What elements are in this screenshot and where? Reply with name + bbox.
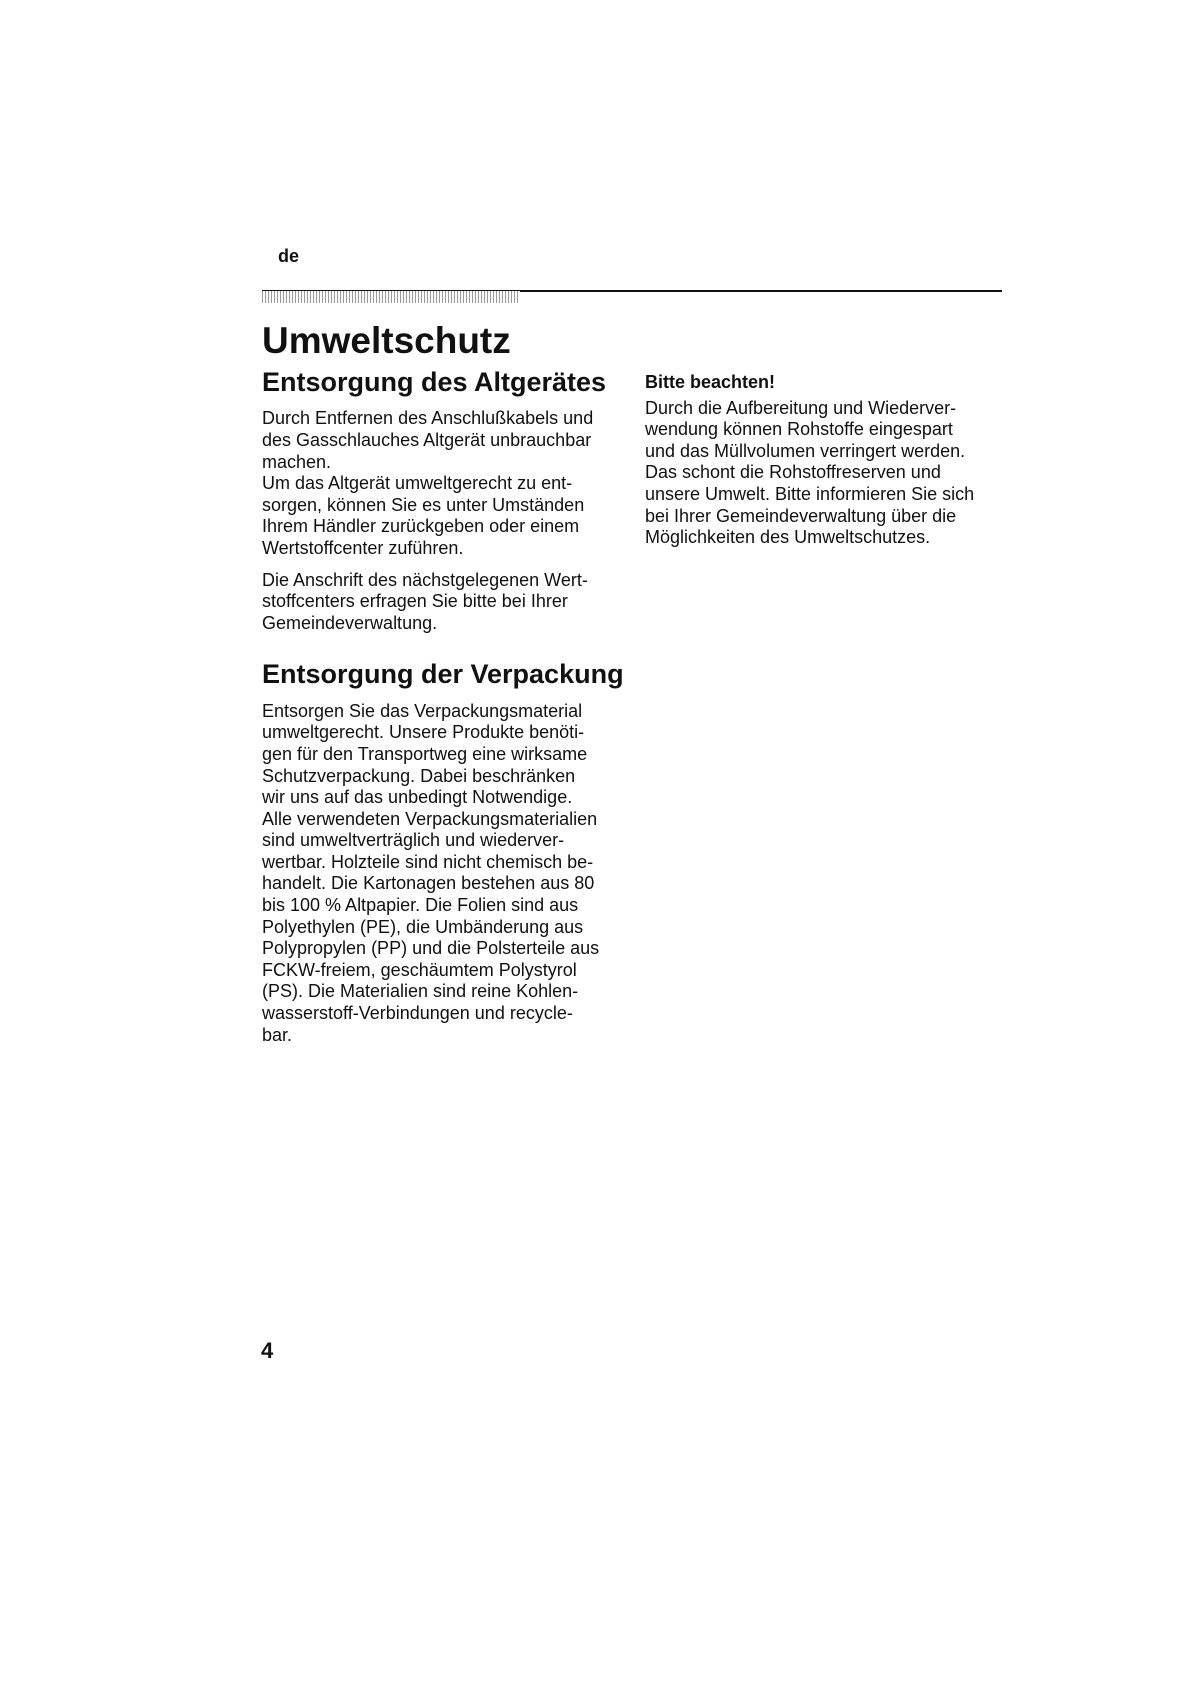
right-column	[645, 366, 1002, 559]
header-hatched-bar	[262, 291, 520, 303]
language-tag: de	[278, 246, 300, 266]
note-text: Durch die Aufbereitung und Wiederver- wendung können Rohstoffe eingespart und das Müllvolumen verringert werden. Das schont die Rohstoffreserven und unsere Umwelt. Bitte informieren Sie sich bei Ihrer Gemeindeverwaltung über die Möglichkeiten des Umweltschutzes.	[645, 397, 975, 548]
page-title: Umweltschutz	[262, 320, 511, 361]
section-paragraph: Entsorgen Sie das Verpackungsmaterial umweltgerecht. Unsere Produkte benöti- gen für den Transportweg eine wirksame Schutzverpackung. Dabei beschränken wir uns auf das unbedingt Notwendige. Alle verwendeten Verpackungsmaterialien sind umweltverträglich und wiederver- wertbar. Holzteile sind nicht chemisch be- handelt. Die Kartonagen bestehen aus 80 bis 100 % Altpapier. Die Folien sind aus Polyethylen (PE), die Umbänderung aus Polypropylen (PP) und die Polsterteile aus FCKW-freiem, geschäumtem Polystyrol (PS). Die Materialien sind reine Kohlen- wasserstoff-Verbindungen und recycle- bar.	[262, 700, 600, 1045]
page-number: 4	[261, 1338, 274, 1363]
section-paragraph: Durch Entfernen des Anschlußkabels und des Gasschlauches Altgerät unbrauchbar machen. Um das Altgerät umweltgerecht zu ent- sorgen, können Sie es unter Umständen Ihrem Händler zurückgeben oder einem Wertstoffcenter zuführen.	[262, 408, 594, 558]
note-heading: Bitte beachten!	[645, 372, 776, 392]
left-column	[262, 366, 632, 1056]
section-heading: Entsorgung des Altgerätes	[262, 367, 607, 397]
section-disposal-old-appliance	[262, 366, 632, 634]
section-paragraph: Die Anschrift des nächstgelegenen Wert- stoffcenters erfragen Sie bitte bei Ihrer Gemeindeverwaltung.	[262, 569, 588, 633]
section-disposal-packaging	[262, 658, 632, 1046]
section-heading: Entsorgung der Verpackung	[262, 659, 624, 690]
